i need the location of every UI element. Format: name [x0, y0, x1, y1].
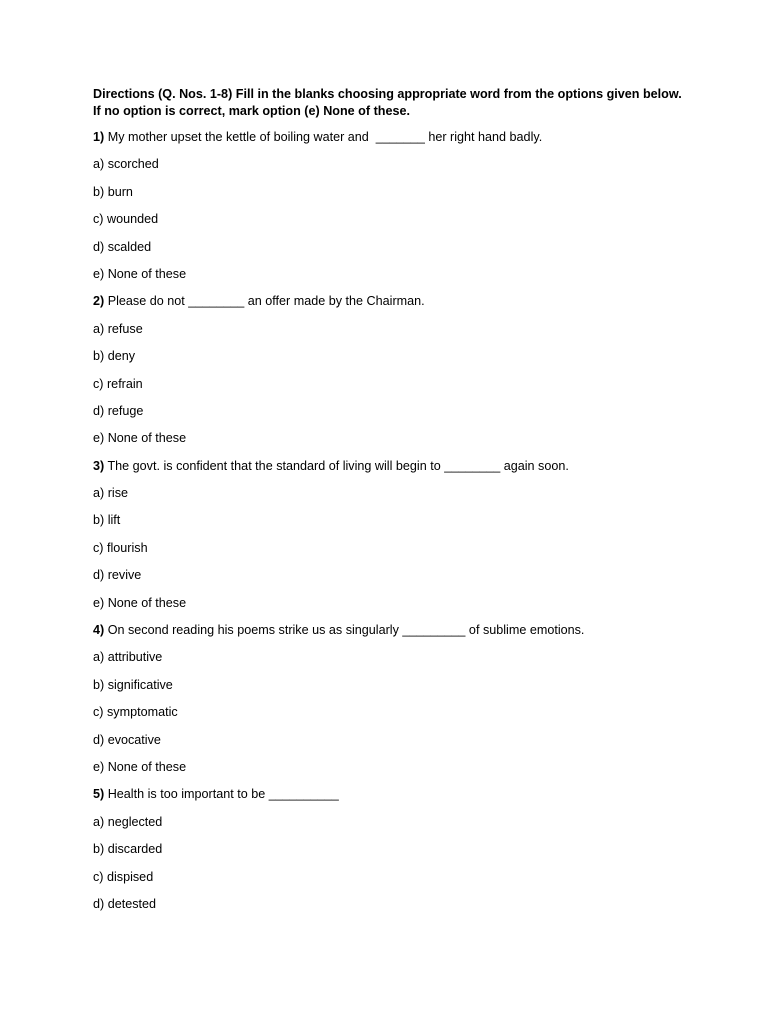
directions-line-1: Directions (Q. Nos. 1-8) Fill in the blanks choosing appropriate word from the options given below.	[93, 87, 682, 101]
question-1	[93, 124, 713, 288]
option-d: d) refuge	[93, 403, 144, 418]
option-c: c) symptomatic	[93, 705, 178, 720]
option-b: b) discarded	[93, 842, 163, 857]
question-text: My mother upset the kettle of boiling water and _______ her right hand badly.	[104, 130, 543, 144]
option-e: e) None of these	[93, 595, 187, 610]
question-stem	[93, 781, 713, 808]
option-d: d) revive	[93, 568, 142, 583]
option-c: c) flourish	[93, 540, 148, 555]
question-text: The govt. is confident that the standard of living will begin to ________ again soon.	[104, 458, 569, 473]
option-c: c) wounded	[93, 212, 159, 227]
question-number: 5)	[93, 787, 105, 802]
question-number: 3)	[93, 458, 105, 473]
question-2	[93, 288, 713, 452]
option-d: d) scalded	[93, 239, 152, 254]
option-a: a) refuse	[93, 321, 143, 336]
document-page	[93, 86, 713, 918]
question-stem	[93, 617, 713, 644]
directions-line-2: If no option is correct, mark option (e) None of these.	[93, 104, 410, 118]
directions	[93, 86, 713, 120]
question-text: On second reading his poems strike us as singularly _________ of sublime emotions.	[104, 623, 585, 638]
option-a: a) attributive	[93, 650, 163, 665]
question-text: Health is too important to be __________	[104, 787, 339, 802]
option-b: b) lift	[93, 513, 121, 528]
option-a: a) scorched	[93, 157, 159, 172]
question-5	[93, 781, 713, 918]
question-stem	[93, 453, 713, 480]
option-e: e) None of these	[93, 759, 187, 774]
option-b: b) burn	[93, 184, 133, 199]
option-b: b) deny	[93, 349, 136, 364]
option-c: c) refrain	[93, 376, 143, 391]
question-number: 4)	[93, 623, 105, 638]
option-e: e) None of these	[93, 431, 187, 446]
option-e: e) None of these	[93, 266, 187, 281]
question-stem	[93, 124, 713, 151]
question-stem	[93, 288, 713, 315]
option-c: c) dispised	[93, 869, 154, 884]
question-3	[93, 453, 713, 617]
option-d: d) detested	[93, 896, 157, 911]
option-a: a) neglected	[93, 814, 163, 829]
question-number: 2)	[93, 294, 105, 309]
option-d: d) evocative	[93, 732, 161, 747]
question-4	[93, 617, 713, 781]
question-number: 1)	[93, 130, 105, 144]
question-text: Please do not ________ an offer made by the Chairman.	[104, 294, 425, 309]
option-b: b) significative	[93, 677, 173, 692]
option-a: a) rise	[93, 486, 128, 501]
